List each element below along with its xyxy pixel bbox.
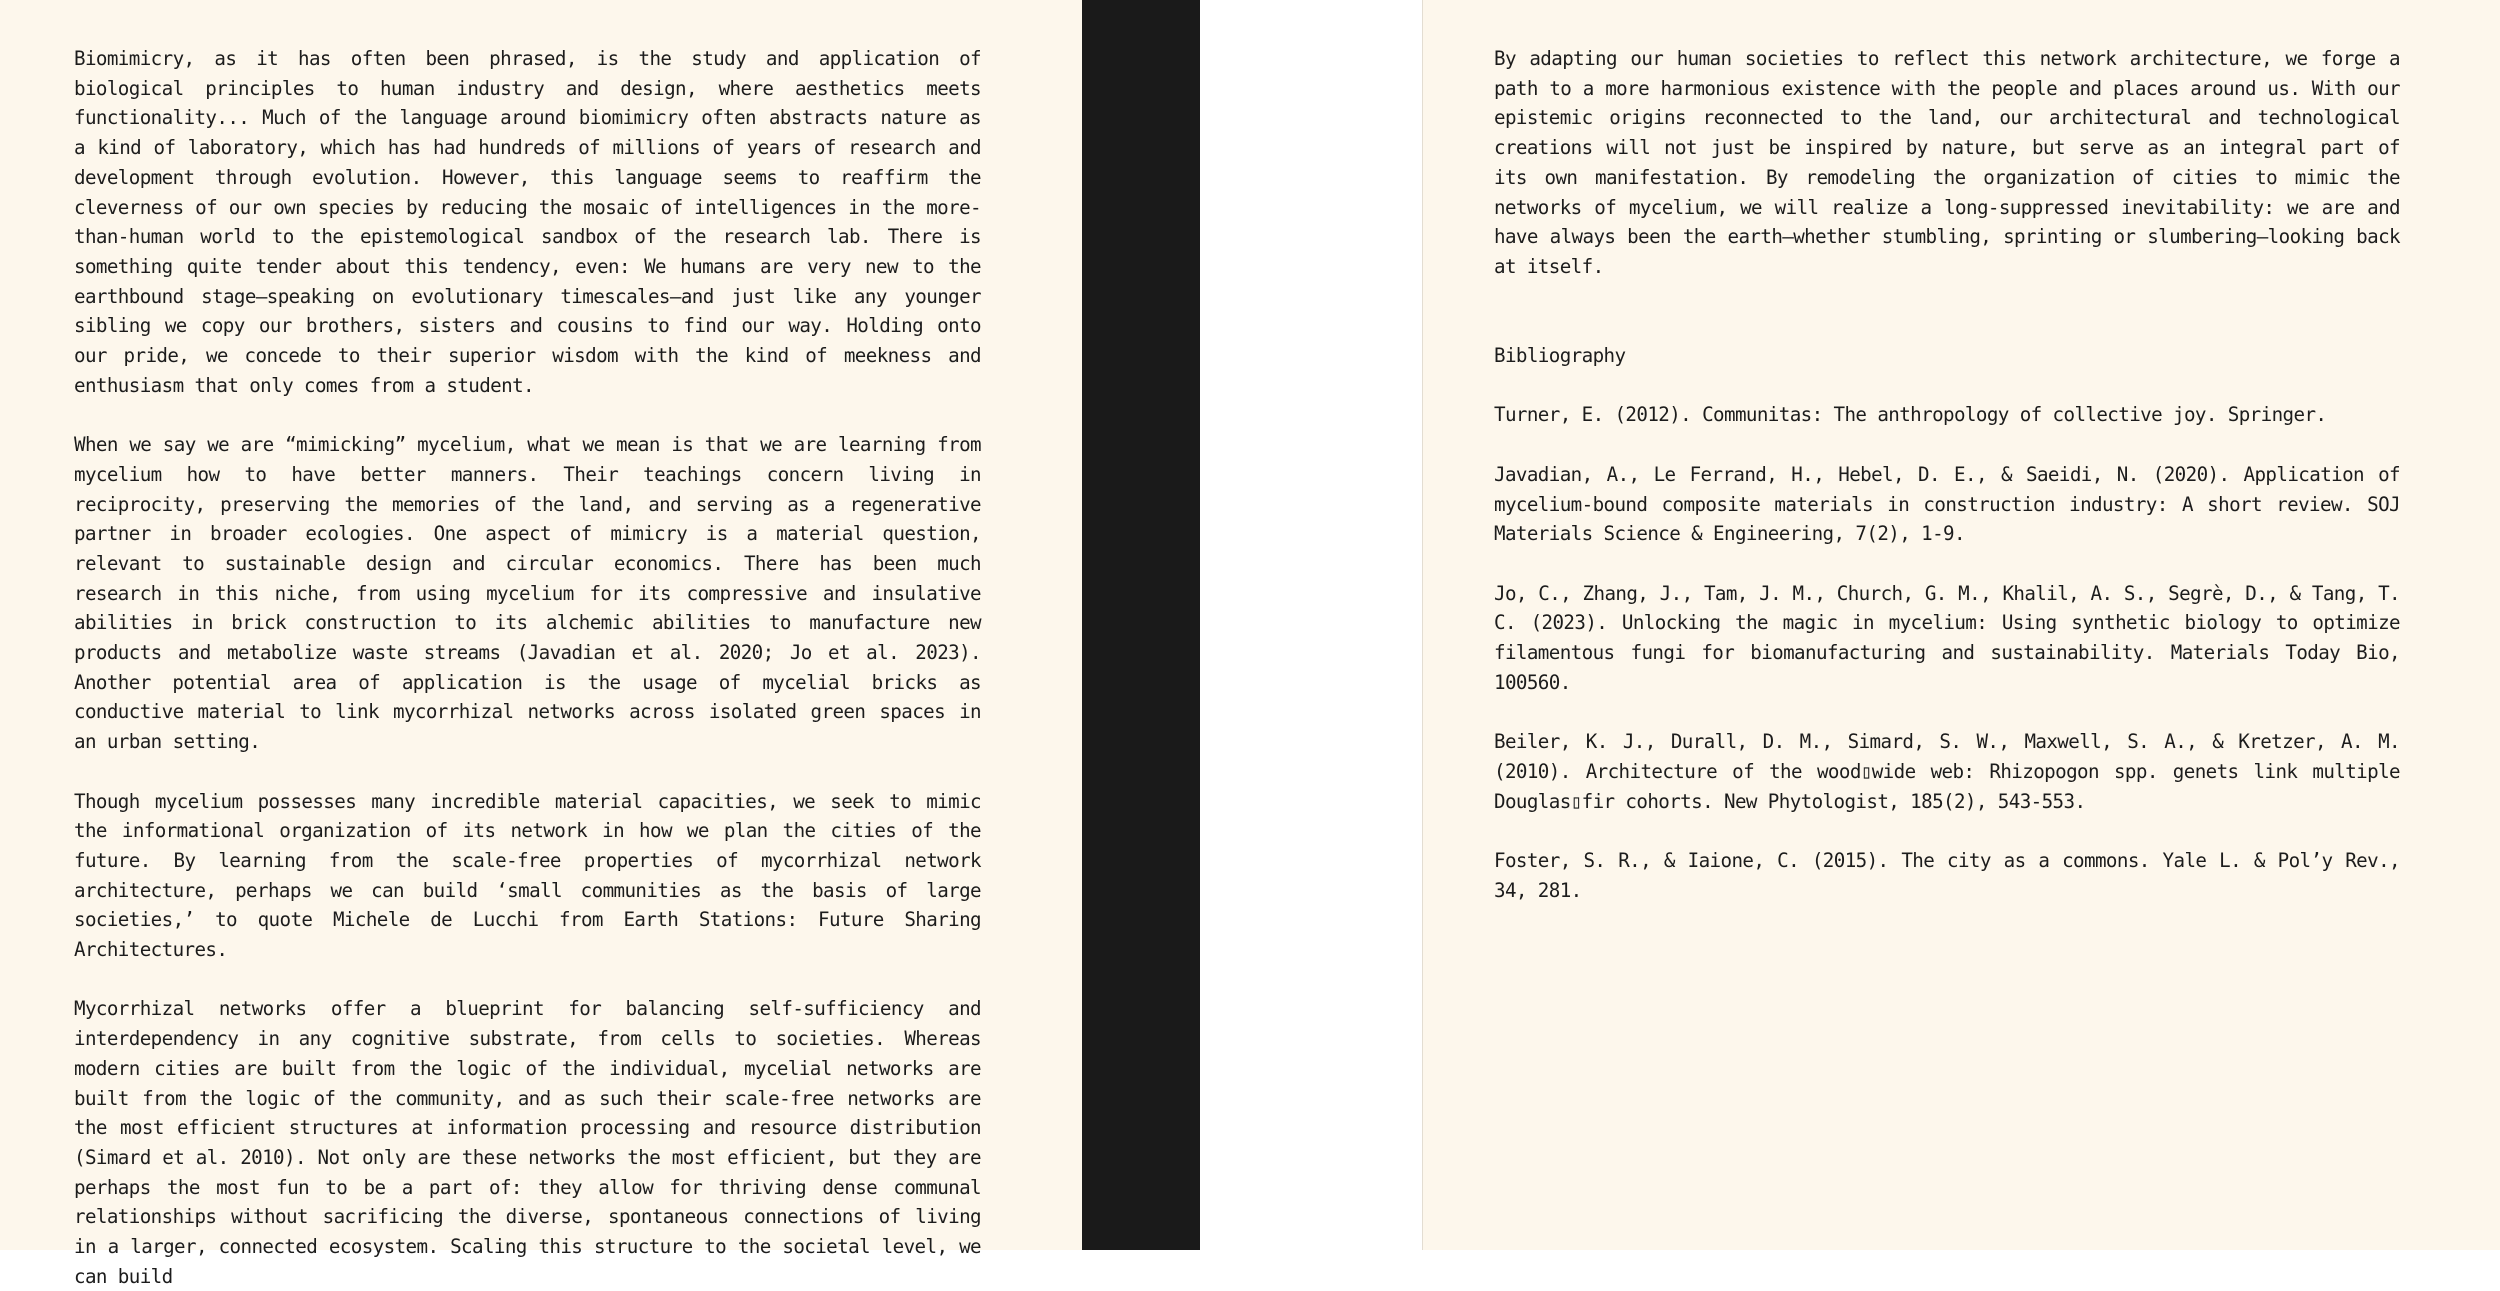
bibliography-heading: Bibliography <box>1494 344 1626 368</box>
bibliography-entry: Jo, C., Zhang, J., Tam, J. M., Church, G. M., Khalil, A. S., Segrè, D., & Tang, T. C. (2023). Unlocking the magic in mycelium: Using synthetic biology to optimize filamentous fungi for biomanufacturing and sustainability. Materials Today Bio, 100560. <box>1494 581 2400 694</box>
right-page <box>1422 0 2500 1250</box>
page-gap <box>1200 0 1422 1250</box>
bibliography-entry: Beiler, K. J., Durall, D. M., Simard, S. W., Maxwell, S. A., & Kretzer, A. M. (2010). Architecture of the wood▯wide web: Rhizopogon spp. genets link multiple Douglas▯fir cohorts. New Phytologist, 185(2), 543-553. <box>1494 730 2400 813</box>
bibliography-entry: Turner, E. (2012). Communitas: The anthropology of collective joy. Springer. <box>1494 403 2327 427</box>
body-paragraph: By adapting our human societies to reflect this network architecture, we forge a path to a more harmonious existence with the people and places around us. With our epistemic origins reconnected to the land, our architectural and technological creations will not just be inspired by nature, but serve as an integral part of its own manifestation. By remodeling the organization of cities to mimic the networks of mycelium, we will realize a long-suppressed inevitability: we are and have always been the earth—whether stumbling, sprinting or slumbering—looking back at itself. <box>1494 47 2400 278</box>
page-spine-divider <box>1082 0 1200 1250</box>
bibliography-entry: Javadian, A., Le Ferrand, H., Hebel, D. E., & Saeidi, N. (2020). Application of mycelium-bound composite materials in construction industry: A short review. SOJ Materials Science & Engineering, 7(2), 1-9. <box>1494 462 2400 546</box>
body-paragraph: Though mycelium possesses many incredible material capacities, we seek to mimic the informational organization of its network in how we plan the cities of the future. By learning from the scale-free properties of mycorrhizal network architecture, perhaps we can build ‘small communities as the basis of large societies,’ to quote Michele de Lucchi from Earth Stations: Future Sharing Architectures. <box>74 789 981 962</box>
body-paragraph: Biomimicry, as it has often been phrased, is the study and application of biological principles to human industry and design, where aesthetics meets functionality... Much of the language around biomimicry often abstracts nature as a kind of laboratory, which has had hundreds of millions of years of research and development through evolution. However, this language seems to reaffirm the cleverness of our own species by reducing the mosaic of intelligences in the more-than-human world to the epistemological sandbox of the research lab. There is something quite tender about this tendency, even: We humans are very new to the earthbound stage—speaking on evolutionary timescales—and just like any younger sibling we copy our brothers, sisters and cousins to find our way. Holding onto our pride, we concede to their superior wisdom with the kind of meekness and enthusiasm that only comes from a student. <box>74 47 981 397</box>
left-page <box>0 0 1082 1288</box>
body-paragraph: Mycorrhizal networks offer a blueprint for balancing self-sufficiency and interdependency in any cognitive substrate, from cells to societies. Whereas modern cities are built from the logic of the individual, mycelial networks are built from the logic of the community, and as such their scale-free networks are the most efficient structures at information processing and resource distribution (Simard et al. 2010). Not only are these networks the most efficient, but they are perhaps the most fun to be a part of: they allow for thriving dense communal relationships without sacrificing the diverse, spontaneous connections of living in a larger, connected ecosystem. Scaling this structure to the societal level, we can build <box>74 997 981 1288</box>
body-paragraph: When we say we are “mimicking” mycelium, what we mean is that we are learning from mycelium how to have better manners. Their teachings concern living in reciprocity, preserving the memories of the land, and serving as a regenerative partner in broader ecologies. One aspect of mimicry is a material question, relevant to sustainable design and circular economics. There has been much research in this niche, from using mycelium for its compressive and insulative abilities in brick construction to its alchemic abilities to manufacture new products and metabolize waste streams (Javadian et al. 2020; Jo et al. 2023). Another potential area of application is the usage of mycelial bricks as conductive material to link mycorrhizal networks across isolated green spaces in an urban setting. <box>74 433 981 754</box>
left-text-column <box>74 44 981 1291</box>
bibliography-entry: Foster, S. R., & Iaione, C. (2015). The city as a commons. Yale L. & Pol’y Rev., 34, 281. <box>1494 848 2400 902</box>
right-text-column <box>1494 44 2400 935</box>
